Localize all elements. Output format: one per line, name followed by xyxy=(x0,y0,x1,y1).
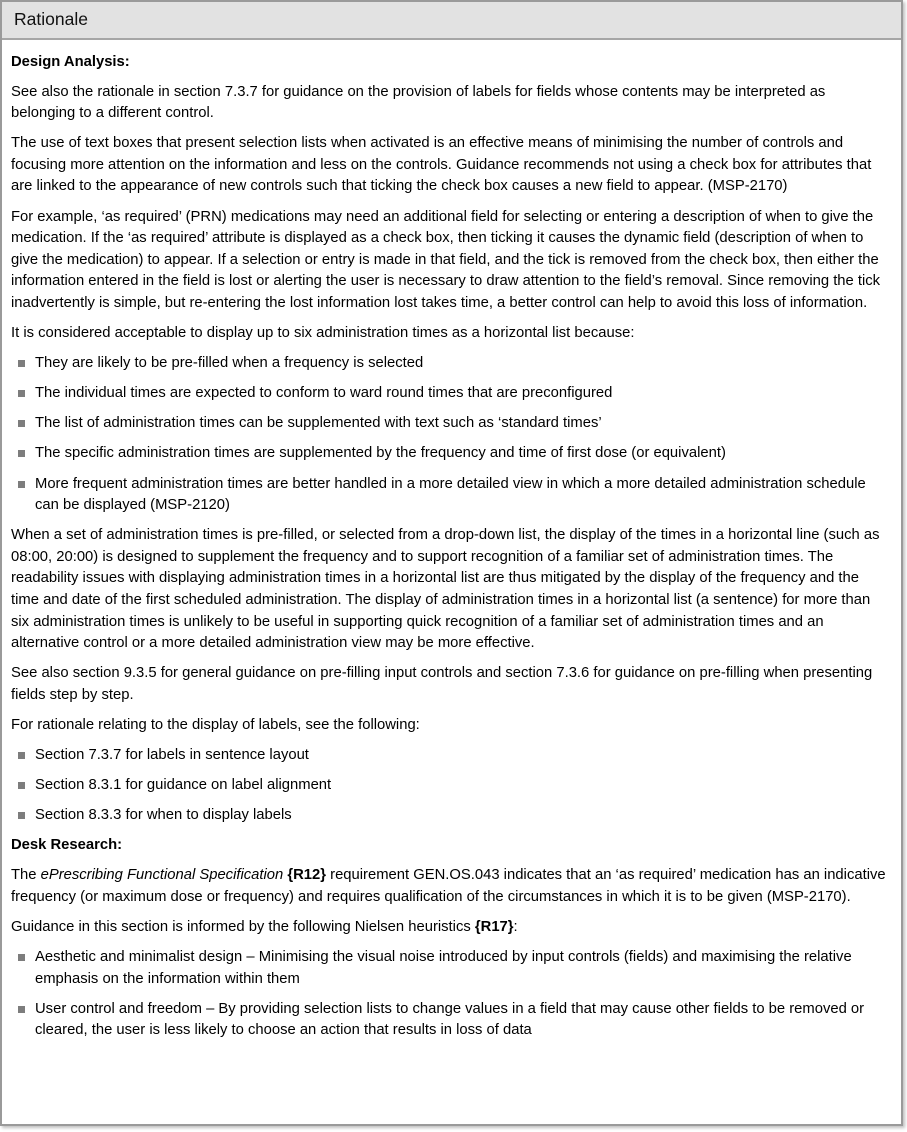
spec-text-pre: The xyxy=(11,867,41,884)
list-item-text: Section 7.3.7 for labels in sentence layout xyxy=(35,747,309,764)
list-item-text: Section 8.3.1 for guidance on label alignment xyxy=(35,777,332,794)
para-see-also-737: See also the rationale in section 7.3.7 for guidance on the provision of labels for fields whose contents may be interpreted as belonging to a different control. xyxy=(11,83,826,122)
square-bullet-icon xyxy=(18,360,25,367)
list-item xyxy=(11,353,891,375)
spec-ref-r12: {R12} xyxy=(283,867,327,884)
list-item-text: Section 8.3.3 for when to display labels xyxy=(35,807,292,824)
list-item xyxy=(11,947,891,990)
para-acceptable-intro: It is considered acceptable to display up to six administration times as a horizontal list because: xyxy=(11,325,635,342)
list-item xyxy=(11,999,891,1042)
para-nielsen-heuristics xyxy=(11,917,891,939)
design-analysis-heading: Design Analysis: xyxy=(11,53,130,70)
nielsen-ref-r17: {R17} xyxy=(474,919,514,936)
list-item xyxy=(11,383,891,405)
panel-header xyxy=(2,2,901,40)
list-item-text: The individual times are expected to conform to ward round times that are preconfigured xyxy=(35,385,613,402)
list-item-text: User control and freedom – By providing selection lists to change values in a field that may cause other fields to be removed or cleared, the user is less likely to choose an action that results in loss of data xyxy=(35,1000,865,1039)
para-when-set-prefilled: When a set of administration times is pre-filled, or selected from a drop-down list, the display of the times in a horizontal line (such as 08:00, 20:00) is designed to supplement the frequency and to support recognition of a familiar set of administration times. The readability issues with displaying administration times in a horizontal list are thus mitigated by the display of the frequency and the time and date of the first scheduled administration. The display of administration times in a horizontal list (a sentence) for more than six administration times is unlikely to be useful in supporting quick recognition of a familiar set of administration times and an alternative control or a more detailed administration view may be more effective. xyxy=(11,527,880,652)
square-bullet-icon xyxy=(18,752,25,759)
list-item xyxy=(11,443,891,465)
spec-title-italic: ePrescribing Functional Specification xyxy=(40,867,284,884)
nielsen-text-pre: Guidance in this section is informed by the following Nielsen heuristics xyxy=(11,919,475,936)
square-bullet-icon xyxy=(18,1006,25,1013)
panel-body xyxy=(2,40,901,1059)
list-item xyxy=(11,413,891,435)
list-item-text: The specific administration times are supplemented by the frequency and time of first dose (or equivalent) xyxy=(35,445,726,462)
panel-title: Rationale xyxy=(14,9,88,29)
square-bullet-icon xyxy=(18,481,25,488)
desk-research-heading: Desk Research: xyxy=(11,837,123,854)
square-bullet-icon xyxy=(18,390,25,397)
list-item xyxy=(11,805,891,827)
para-eprescribing-spec xyxy=(11,865,891,908)
list-item xyxy=(11,775,891,797)
para-see-also-935: See also section 9.3.5 for general guidance on pre-filling input controls and section 7.3.6 for guidance on pre-filling when presenting fields step by step. xyxy=(11,665,873,703)
acceptable-reasons-list xyxy=(11,353,891,517)
list-item-text: Aesthetic and minimalist design – Minimising the visual noise introduced by input controls (fields) and maximising the relative emphasis on the information within them xyxy=(35,949,852,987)
para-labels-intro: For rationale relating to the display of labels, see the following: xyxy=(11,716,420,733)
nielsen-text-post: : xyxy=(513,919,518,936)
square-bullet-icon xyxy=(18,420,25,427)
list-item-text: They are likely to be pre-filled when a frequency is selected xyxy=(35,355,424,372)
list-item xyxy=(11,474,891,517)
square-bullet-icon xyxy=(18,782,25,789)
square-bullet-icon xyxy=(18,812,25,819)
para-for-example-prn: For example, ‘as required’ (PRN) medications may need an additional field for selecting or entering a description of when to give the medication. If the ‘as required’ attribute is displayed as a check box, then ticking it causes the dynamic field (description of when to give the medication) to appear. If a selection or entry is made in that field, and the tick is removed from the check box, then either the information entered in the field is lost or alerting the user is necessary to draw attention to the field’s removal. Since removing the tick inadvertently is simple, but re-entering the lost information lost takes time, a better control can help to avoid this loss of information. xyxy=(11,208,881,311)
list-item-text: More frequent administration times are better handled in a more detailed view in which a more detailed administration schedule can be displayed (MSP-2120) xyxy=(35,475,866,514)
list-item xyxy=(11,745,891,767)
label-sections-list xyxy=(11,745,891,827)
spec-text-rest: requirement GEN.OS.043 indicates that an ‘as required’ medication has an indicative frequency (or maximum dose or frequency) and requires qualification of the circumstances in which it is to be given (MSP-2170). xyxy=(11,867,886,905)
list-item-text: The list of administration times can be supplemented with text such as ‘standard times’ xyxy=(35,415,602,432)
nielsen-heuristics-list xyxy=(11,947,891,1042)
square-bullet-icon xyxy=(18,450,25,457)
para-text-boxes: The use of text boxes that present selection lists when activated is an effective means of minimising the number of controls and focusing more attention on the information and less on the controls. Guidance recommends not using a check box for attributes that are linked to the appearance of new controls such that ticking the check box causes a new field to appear. (MSP-2170) xyxy=(11,135,872,195)
square-bullet-icon xyxy=(18,954,25,961)
